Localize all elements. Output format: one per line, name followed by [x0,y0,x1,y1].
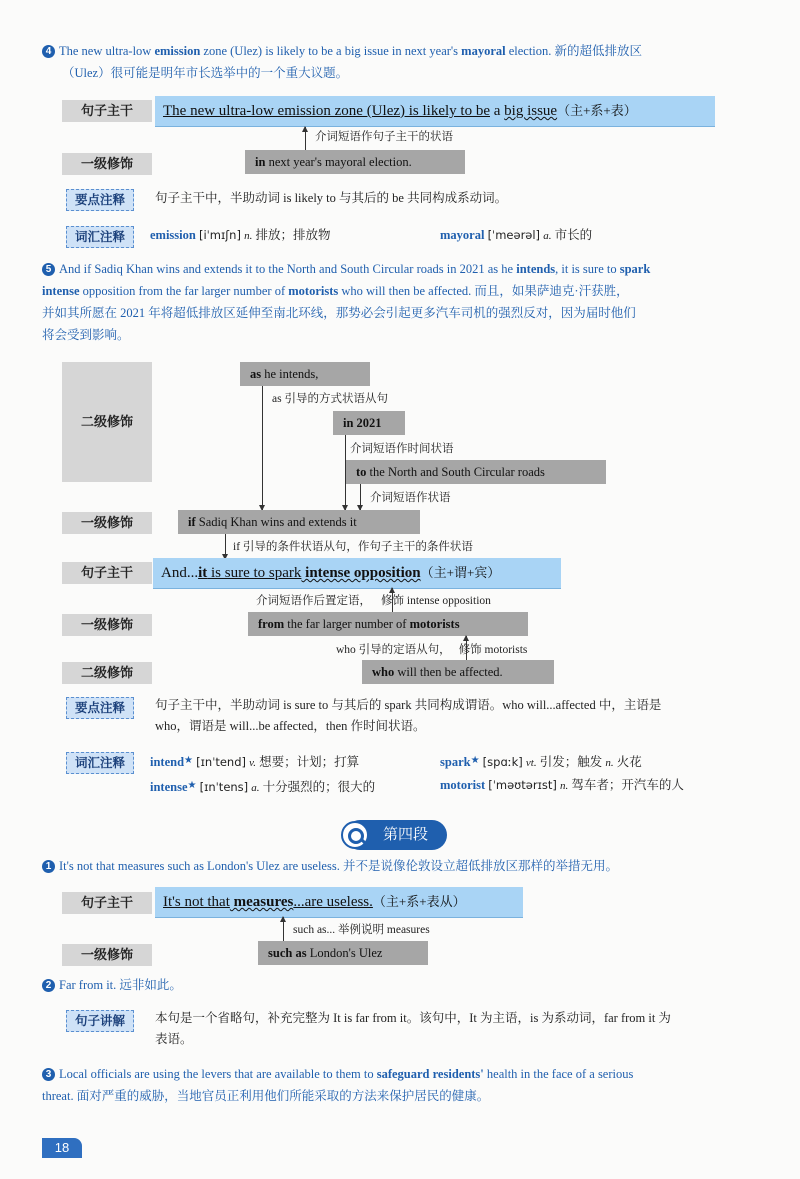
label-main-clause: 句子主干 [62,562,152,584]
note-if: if 引导的条件状语从句，作句子主干的条件状语 [233,541,473,553]
s4-paragraph-2: 2 Far from it. 远非如此。 [42,974,182,996]
box-2021: in 2021 [333,411,405,435]
label-second-modifier: 二级修饰 [62,362,152,482]
sentence-explain-text: 本句是一个省略句，补充完整为 It is far from it。该句中，It 为主语，is 为系动词，far from it 为 表语。 [155,1011,671,1046]
paragraph-number: 1 [42,860,55,873]
label-key-note: 要点注释 [66,189,134,211]
arrow [345,435,346,510]
vocab-intend: intend★ [ɪnˈtend] v. 想要；计划；打算 [150,755,360,769]
label-key-note: 要点注释 [66,697,134,719]
main-clause-bar: The new ultra-low emission zone (Ulez) is likely to be a big issue（主+系+表） [155,96,715,127]
box-such-as: such as London's Ulez [258,941,428,965]
label-first-modifier: 一级修饰 [62,512,152,534]
magnifier-icon [341,821,369,849]
box-to: to the North and South Circular roads [346,460,606,484]
key-note-text: 句子主干中，半助动词 is likely to 与其后的 be 共同构成系动词。 [155,191,508,205]
box-if: if Sadiq Khan wins and extends it [178,510,420,534]
box-from: from the far larger number of motorists [248,612,528,636]
box-as: as he intends, [240,362,370,386]
label-first-modifier: 一级修饰 [62,614,152,636]
modifier-box: in next year's mayoral election. [245,150,465,174]
vocab-mayoral: mayoral [ˈmeərəl] a. 市长的 [440,228,593,242]
label-second-modifier: 二级修饰 [62,662,152,684]
paragraph-number: 5 [42,263,55,276]
note-2021: 介词短语作时间状语 [350,443,454,455]
paragraph-5: 5 And if Sadiq Khan wins and extends it to the North and South Circular roads in 2021 as he intends, it is sure to spark intense opposition from the far larger number of motorists who will then be affected. 而且，如果萨迪克·汗获胜， 并如其所愿在 2021 年将超低排放区延伸至南北环线，那势必会引起更多汽车司机的强烈反对，因为届时他们 将会受到影响。 [42,262,651,342]
section-header: 第四段 [345,820,447,850]
vocab-motorist: motorist [ˈməʊtərɪst] n. 驾车者；开汽车的人 [440,778,684,792]
label-main-clause: 句子主干 [62,892,152,914]
note-as: as 引导的方式状语从句 [272,393,388,405]
main-clause-bar: It's not that measures...are useless.（主+系+表从） [155,887,523,918]
s4-paragraph-1: 1 It's not that measures such as London's Ulez are useless. 并不是说像伦敦设立超低排放区那样的举措无用。 [42,855,782,877]
page-number: 18 [42,1138,82,1158]
label-first-modifier: 一级修饰 [62,153,152,175]
arrow [225,534,226,559]
arrow [305,127,306,150]
arrow [262,386,263,510]
arrow-note: 介词短语作句子主干的状语 [315,131,453,143]
arrow [283,917,284,941]
label-sentence-explain: 句子讲解 [66,1010,134,1032]
label-main-clause: 句子主干 [62,100,152,122]
note-such-as: such as... 举例说明 measures [293,924,430,936]
box-who: who will then be affected. [362,660,554,684]
note-who: who 引导的定语从句， 修饰 motorists [336,644,528,656]
paragraph-number: 2 [42,979,55,992]
note-from: 介词短语作后置定语， 修饰 intense opposition [256,595,491,607]
paragraph-4: 4 The new ultra-low emission zone (Ulez) is likely to be a big issue in next year's mayoral election. 新的超低排放区 （Ulez）很可能是明年市长选举中的一个重大议题。 [42,40,782,84]
arrow [360,484,361,510]
vocab-emission: emission [iˈmɪʃn] n. 排放；排放物 [150,228,331,242]
vocab-spark: spark★ [spɑːk] vt. 引发；触发 n. 火花 [440,755,642,769]
paragraph-number: 3 [42,1068,55,1081]
paragraph-number: 4 [42,45,55,58]
note-to: 介词短语作状语 [370,492,451,504]
s4-paragraph-3: 3 Local officials are using the levers that are available to them to safeguard residents' health in the face of a serious threat. 面对严重的威胁，当地官员正利用他们所能采取的方法来保护居民的健康。 [42,1067,634,1103]
key-note-text: 句子主干中，半助动词 is sure to 与其后的 spark 共同构成谓语。who will...affected 中，主语是 who，谓语是 will...be affected，then 作时间状语。 [155,698,662,733]
label-vocab: 词汇注释 [66,752,134,774]
vocab-intense: intense★ [ɪnˈtens] a. 十分强烈的；很大的 [150,780,376,794]
label-first-modifier: 一级修饰 [62,944,152,966]
label-vocab: 词汇注释 [66,226,134,248]
main-clause-bar: And...it is sure to spark intense opposition（主+谓+宾） [153,558,561,589]
